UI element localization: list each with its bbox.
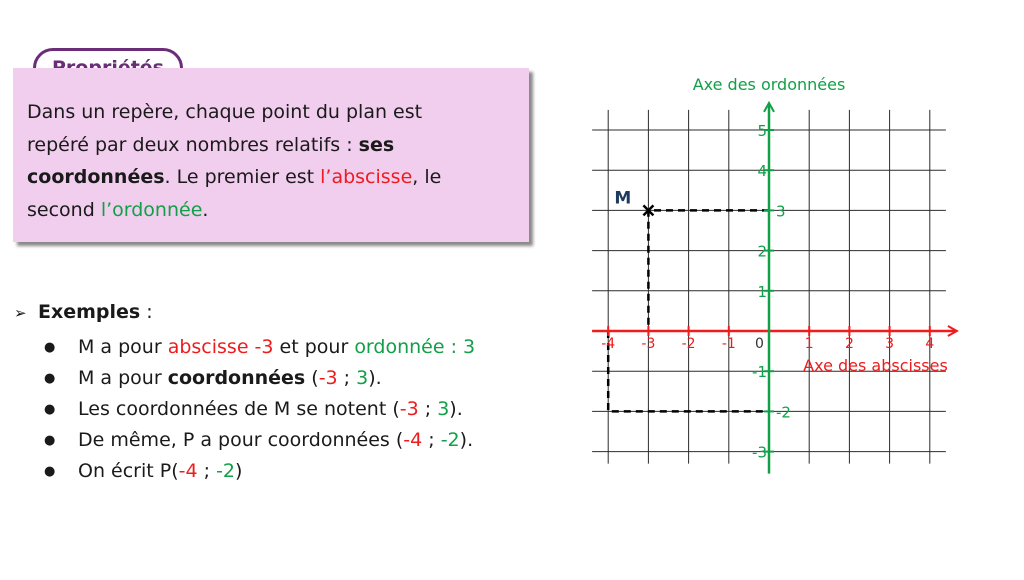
text-segment: Dans un repère, chaque point du plan est (27, 101, 423, 123)
y-tick-label: 2 (757, 242, 767, 261)
x-tick-label: 2 (844, 336, 854, 352)
y-tick-label: -3 (752, 443, 767, 462)
text-segment: ( (305, 367, 319, 389)
text-segment: -2 (216, 460, 236, 482)
point-m-label: M (614, 188, 632, 209)
examples-heading-label: Exemples (38, 301, 141, 323)
x-tick-label: -2 (681, 336, 696, 352)
text-segment: repéré par deux nombres relatifs : (27, 133, 359, 156)
text-segment: ; (422, 429, 441, 451)
origin-label: 0 (755, 336, 764, 352)
y-tick-label: 5 (757, 122, 767, 140)
text-segment: -3 (399, 398, 419, 420)
text-segment: M a pour (78, 336, 168, 358)
text-segment: ; (418, 398, 438, 420)
x-tick-label: -4 (601, 336, 616, 352)
text-segment: coordonnées (167, 367, 306, 389)
x-tick-label: 1 (804, 336, 814, 352)
text-segment: ordonnée : 3 (354, 336, 476, 358)
text-segment: ). (449, 398, 463, 420)
bullet-icon: ● (44, 340, 56, 355)
text-segment: , le (412, 166, 442, 188)
text-segment: l’abscisse (320, 166, 413, 188)
projection-m (648, 210, 769, 331)
text-segment: -4 (403, 429, 423, 451)
text-segment: On écrit P( (78, 460, 179, 482)
text-segment: coordonnées (27, 166, 165, 188)
x-axis-title: Axe des abscisses (803, 356, 948, 375)
text-segment: -3 (318, 367, 338, 389)
text-segment: . Le premier est (164, 166, 321, 188)
bullet-icon: ● (44, 433, 56, 448)
text-segment: ; (197, 460, 217, 482)
text-segment: ). (459, 429, 474, 451)
bullet-icon: ● (44, 464, 56, 479)
y-tick-label: -2 (776, 403, 791, 422)
bullet-icon: ● (44, 371, 56, 386)
text-segment: second (27, 198, 101, 221)
text-segment: abscisse -3 (167, 336, 274, 358)
text-segment: -2 (440, 429, 460, 451)
bullet-icon: ● (44, 402, 56, 417)
text-segment: M a pour (78, 367, 168, 389)
y-tick-label: -1 (752, 363, 767, 382)
text-segment: 3 (356, 367, 369, 389)
text-segment: . (202, 198, 209, 221)
text-segment: et pour (273, 336, 355, 358)
arrow-bullet-icon: ➢ (14, 304, 27, 322)
text-segment: ) (235, 460, 243, 482)
y-tick-label: 3 (776, 202, 786, 221)
y-tick-label: 1 (757, 282, 767, 301)
text-segment: 3 (437, 398, 450, 420)
x-tick-label: 3 (885, 336, 895, 352)
text-segment: -4 (178, 460, 198, 482)
text-segment: ; (337, 367, 357, 389)
text-segment: l’ordonnée (100, 198, 203, 221)
text-segment: ). (368, 367, 382, 389)
text-segment: De même, P a pour coordonnées ( (78, 429, 404, 451)
examples-heading-colon: : (140, 301, 153, 323)
text-segment: Les coordonnées de M se notent ( (78, 398, 400, 420)
x-tick-label: -1 (721, 336, 736, 352)
x-tick-label: 4 (925, 336, 935, 352)
text-segment: ses (358, 133, 395, 156)
y-tick-label: 4 (757, 162, 767, 181)
y-axis-title: Axe des ordonnées (692, 74, 846, 94)
x-tick-label: -3 (641, 336, 656, 352)
